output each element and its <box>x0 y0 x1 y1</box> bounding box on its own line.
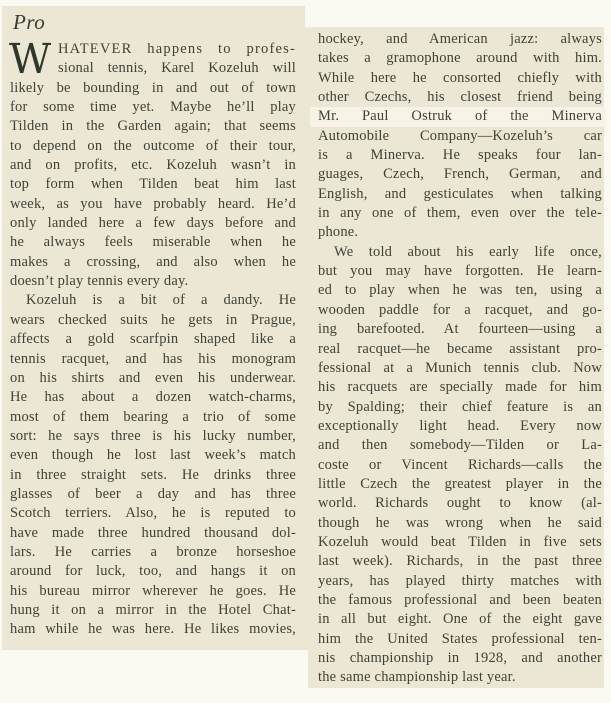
text-line: doesn’t play tennis every day. <box>10 273 189 290</box>
text-line: exceptionally light head. Every now <box>318 417 602 434</box>
text-line: little Czech the greatest player in the <box>318 475 602 492</box>
text-line: phone. <box>318 224 359 241</box>
text-line: on his shirts and even his underwear. <box>10 369 296 386</box>
text-line: sort: he says three is his lucky number, <box>10 427 296 444</box>
text-line: his bureau mirror wherever he goes. He <box>10 582 296 599</box>
text-line: in all but eight. One of the eight gave <box>318 611 602 628</box>
text-line: Kozeluh would beat Tilden in five sets <box>318 533 602 550</box>
text-line: to depend on the outcome of their tour, <box>10 137 296 154</box>
text-line: wears checked suits he gets in Prague, <box>10 311 296 328</box>
text-line: ed to play when he was ten, using a <box>318 282 602 299</box>
text-line: Automobile Company—Kozeluh’s car <box>318 127 602 144</box>
left-text-column <box>9 35 296 640</box>
text-line: glasses of beer a day and has three <box>10 485 296 502</box>
text-line: years, has played thirty matches with <box>318 572 602 589</box>
text-line: world. Richards ought to know (al- <box>318 495 602 512</box>
text-line: ham while he was here. He likes movies, <box>10 621 296 638</box>
text-line: HATEVER happens to profes- <box>58 41 296 57</box>
right-text-column <box>318 30 602 688</box>
text-line: lars. He carries a bronze horseshoe <box>10 543 296 560</box>
text-line: He has about a dozen watch-charms, <box>10 389 296 406</box>
text-line: by Spalding; their chief feature is an <box>318 398 602 415</box>
text-line: the famous professional and been beaten <box>318 591 602 608</box>
text-line: but you may have forgotten. He learn- <box>318 263 602 280</box>
text-line: the same championship last year. <box>318 669 516 686</box>
scan-edge <box>305 0 611 27</box>
text-line: We told about his early life once, <box>334 243 602 260</box>
text-line: and then somebody—Tilden or La- <box>318 437 602 454</box>
text-line: Tilden in the Garden again; that seems <box>10 118 296 135</box>
text-line: guages, Czech, French, German, and <box>318 166 602 183</box>
text-line: him the United States professional ten- <box>318 630 602 647</box>
text-line: top form when Tilden beat him last <box>10 176 296 193</box>
text-line: only landed here a few days before and <box>10 215 296 232</box>
text-line: most of them bearing a trio of some <box>10 408 296 425</box>
text-line: tennis racquet, and has his monogram <box>10 350 296 367</box>
text-line: affects a gold scarfpin shaped like a <box>10 331 296 348</box>
text-line: and on profits, etc. Kozeluh wasn’t in <box>10 157 296 174</box>
text-line: Kozeluh is a bit of a dandy. He <box>26 292 296 309</box>
scan-edge <box>0 688 611 703</box>
drop-cap-letter: W <box>9 35 52 83</box>
text-line: coste or Vincent Richards—calls the <box>318 456 602 473</box>
text-line: likely be bounding in and out of town <box>10 79 296 96</box>
text-line: even though he lost last week’s match <box>10 447 296 464</box>
text-line: around for luck, too, and hangs it on <box>10 563 296 580</box>
text-line: have made three hundred thousand dol- <box>10 524 296 541</box>
text-line: Mr. Paul Ostruk of the Minerva <box>318 107 602 126</box>
text-line: fessional at a Munich tennis club. Now <box>318 359 602 376</box>
text-line: last week). Richards, in the past three <box>318 553 602 570</box>
text-line: in any one of them, even over the tele- <box>318 205 602 222</box>
text-line: sional tennis, Karel Kozeluh will <box>58 60 296 77</box>
article-title: Pro <box>13 10 46 34</box>
text-line: other Czechs, his closest friend being <box>318 89 602 106</box>
text-line: is a Minerva. He speaks four lan- <box>318 147 602 164</box>
text-line: his racquets are specially made for him <box>318 379 602 396</box>
text-line: makes a crossing, and also when he <box>10 253 296 270</box>
text-line: Scotch terriers. Also, he is reputed to <box>10 505 296 522</box>
scan-edge <box>604 0 611 703</box>
text-line: hockey, and American jazz: always <box>318 31 602 47</box>
text-line: for some time yet. Maybe he’ll play <box>10 99 296 116</box>
text-line: While here he consorted chiefly with <box>318 69 602 86</box>
text-line: he always feels miserable when he <box>10 234 296 251</box>
text-line: in three straight sets. He drinks three <box>10 466 296 483</box>
text-line: wooden paddle for a racquet, and go- <box>318 301 602 318</box>
text-line: real racquet—he became assistant pro- <box>318 340 602 357</box>
text-line: ing barefooted. At fourteen—using a <box>318 321 602 338</box>
text-line: takes a gramophone around with him. <box>318 50 602 67</box>
text-line: though he was wrong when he said <box>318 514 602 531</box>
text-line: week, as you have probably heard. He’d <box>10 195 296 212</box>
text-line: hung it on a mirror in the Hotel Chat- <box>10 601 296 618</box>
text-line: English, and gesticulates when talking <box>318 185 602 202</box>
text-line: nis championship in 1928, and another <box>318 650 602 666</box>
